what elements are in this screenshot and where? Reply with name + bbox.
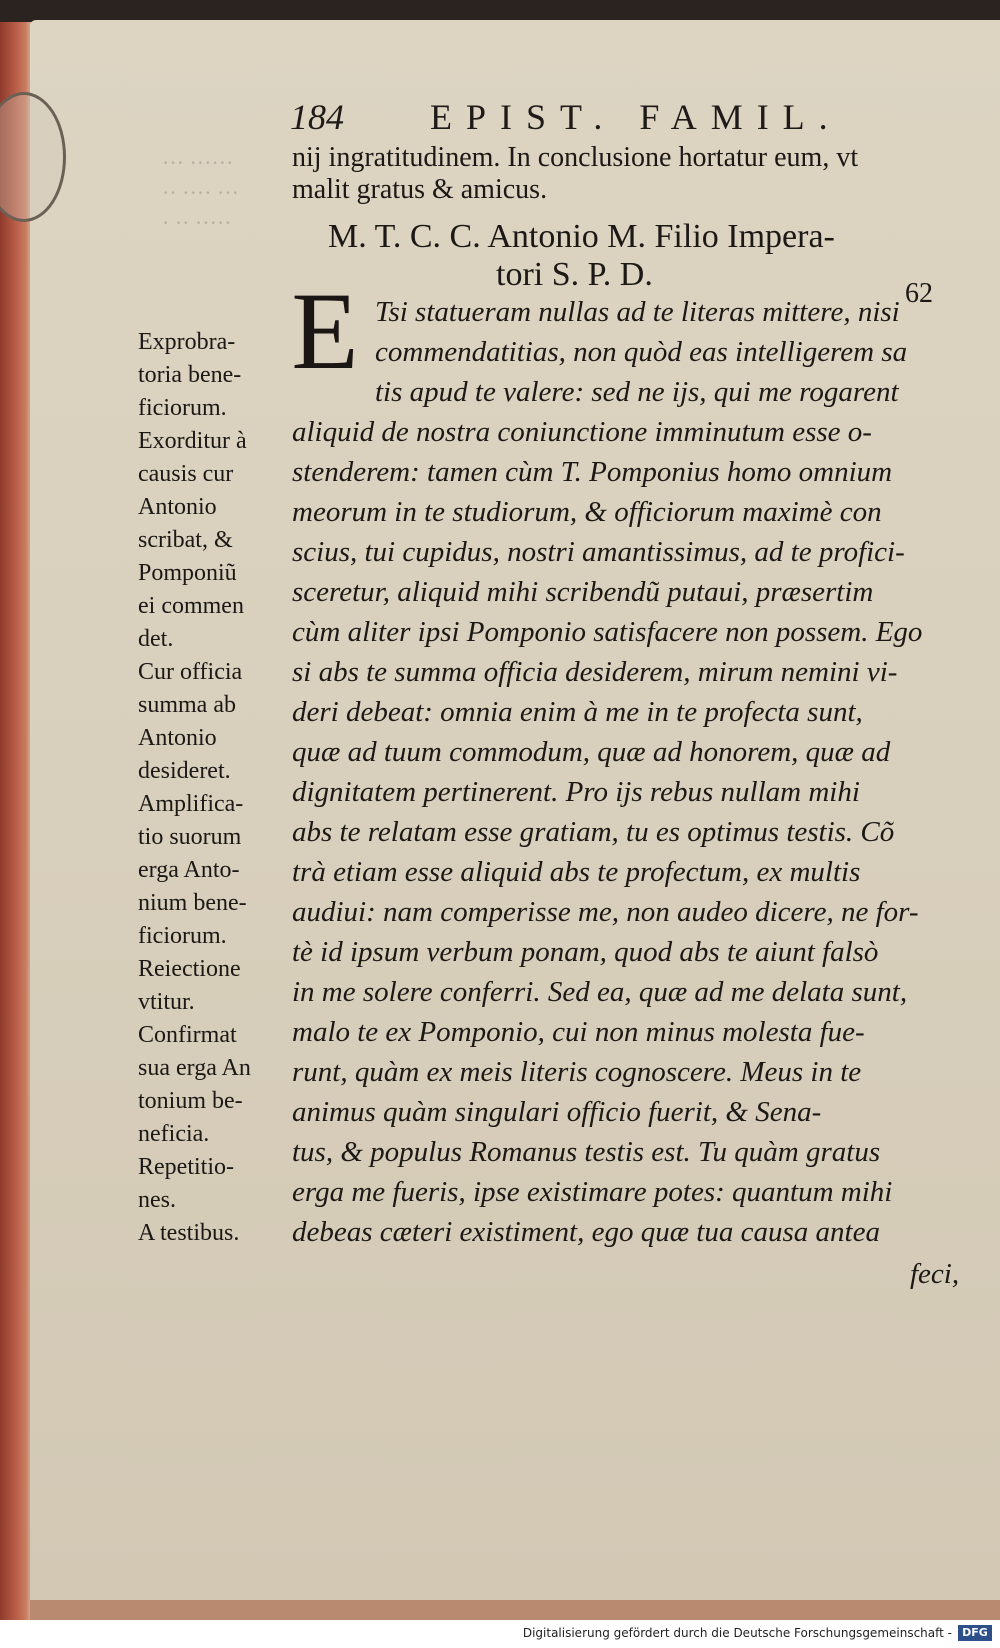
- body-line: audiui: nam comperisse me, non audeo dicere, ne for-: [292, 896, 919, 928]
- margin-note: neficia.: [138, 1121, 210, 1147]
- book-spine: [0, 22, 34, 1620]
- body-line: debeas cæteri existiment, ego quæ tua causa antea: [292, 1216, 880, 1248]
- letter-number: 62: [905, 278, 933, 309]
- letter-title: M. T. C. C. Antonio M. Filio Impera-: [328, 218, 835, 255]
- body-line: runt, quàm ex meis literis cognoscere. Meus in te: [292, 1056, 862, 1088]
- margin-note: Confirmat: [138, 1022, 237, 1048]
- margin-note: Antonio: [138, 725, 217, 751]
- body-line: sceretur, aliquid mihi scribendũ putaui, præsertim: [292, 576, 874, 608]
- intro-line: malit gratus & amicus.: [292, 174, 548, 205]
- margin-note: tonium be-: [138, 1088, 243, 1114]
- page-number: 184: [290, 97, 344, 137]
- margin-note: Pomponiũ: [138, 560, 237, 586]
- body-line: Tsi statueram nullas ad te literas mittere, nisi: [375, 296, 900, 328]
- body-line: meorum in te studiorum, & officiorum maximè con: [292, 496, 882, 528]
- margin-note: nes.: [138, 1187, 176, 1213]
- running-title: EPIST. FAMIL.: [430, 97, 842, 137]
- margin-note: tio suorum: [138, 824, 242, 850]
- body-line: commendatitias, non quòd eas intelligerem sa: [375, 336, 908, 368]
- body-line: malo te ex Pomponio, cui non minus molesta fue-: [292, 1016, 865, 1048]
- margin-note: ficiorum.: [138, 395, 227, 421]
- margin-note: scribat, &: [138, 527, 233, 553]
- body-line: stenderem: tamen cùm T. Pomponius homo omnium: [292, 456, 893, 488]
- body-line: scius, tui cupidus, nostri amantissimus, ad te profici-: [292, 536, 905, 568]
- body-line: tis apud te valere: sed ne ijs, qui me rogarent: [375, 376, 899, 408]
- body-line: aliquid de nostra coniunctione imminutum esse o-: [292, 416, 872, 448]
- margin-note: Amplifica-: [138, 791, 244, 817]
- body-line: abs te relatam esse gratiam, tu es optimus testis. Cõ: [292, 816, 895, 848]
- margin-note: desideret.: [138, 758, 231, 784]
- body-line: cùm aliter ipsi Pomponio satisfacere non possem. Ego: [292, 616, 923, 648]
- margin-note: ei commen: [138, 593, 244, 619]
- body-line: deri debeat: omnia enim à me in te profecta sunt,: [292, 696, 863, 728]
- page-header: [290, 96, 850, 136]
- margin-note: toria bene-: [138, 362, 242, 388]
- intro-line: nij ingratitudinem. In conclusione hortatur eum, vt: [292, 142, 859, 173]
- drop-capital: E: [291, 270, 359, 392]
- margin-note: Reiectione: [138, 956, 241, 982]
- margin-note: det.: [138, 626, 174, 652]
- body-line: dignitatem pertinerent. Pro ijs rebus nullam mihi: [292, 776, 860, 808]
- margin-note: Antonio: [138, 494, 217, 520]
- margin-note: Exorditur à: [138, 428, 247, 454]
- body-line: tus, & populus Romanus testis est. Tu quàm gratus: [292, 1136, 881, 1168]
- footer-bar: [0, 1620, 1000, 1648]
- body-line: trà etiam esse aliquid abs te profectum, ex multis: [292, 856, 861, 888]
- body-line: erga me fueris, ipse existimare potes: quantum mihi: [292, 1176, 893, 1208]
- margin-note: nium bene-: [138, 890, 247, 916]
- margin-note: Repetitio-: [138, 1154, 234, 1180]
- margin-note: ficiorum.: [138, 923, 227, 949]
- margin-note: causis cur: [138, 461, 234, 487]
- margin-note: erga Anto-: [138, 857, 240, 883]
- body-line: quæ ad tuum commodum, quæ ad honorem, quæ ad: [292, 736, 891, 768]
- margin-note: vtitur.: [138, 989, 195, 1015]
- bleed-through-text: ··· ······ ·· ···· ··· · ·· ·····: [162, 150, 239, 235]
- margin-note: A testibus.: [138, 1220, 240, 1246]
- catchword: feci,: [910, 1258, 960, 1290]
- margin-note: summa ab: [138, 692, 236, 718]
- body-line: in me solere conferri. Sed ea, quæ ad me delata sunt,: [292, 976, 908, 1008]
- body-line: animus quàm singulari officio fuerit, & Sena-: [292, 1096, 822, 1128]
- page-edge: [30, 1600, 1000, 1620]
- margin-note: Cur officia: [138, 659, 243, 685]
- body-line: si abs te summa officia desiderem, mirum nemini vi-: [292, 656, 898, 688]
- funding-credit: Digitalisierung gefördert durch die Deutsche Forschungsgemeinschaft -: [522, 1626, 952, 1640]
- margin-notes: [138, 326, 286, 1250]
- body-line: tè id ipsum verbum ponam, quod abs te aiunt falsò: [292, 936, 879, 968]
- margin-note: Exprobra-: [138, 329, 236, 355]
- letter-title: tori S. P. D.: [496, 256, 653, 293]
- margin-note: sua erga An: [138, 1055, 251, 1081]
- dfg-logo[interactable]: DFG: [958, 1625, 992, 1641]
